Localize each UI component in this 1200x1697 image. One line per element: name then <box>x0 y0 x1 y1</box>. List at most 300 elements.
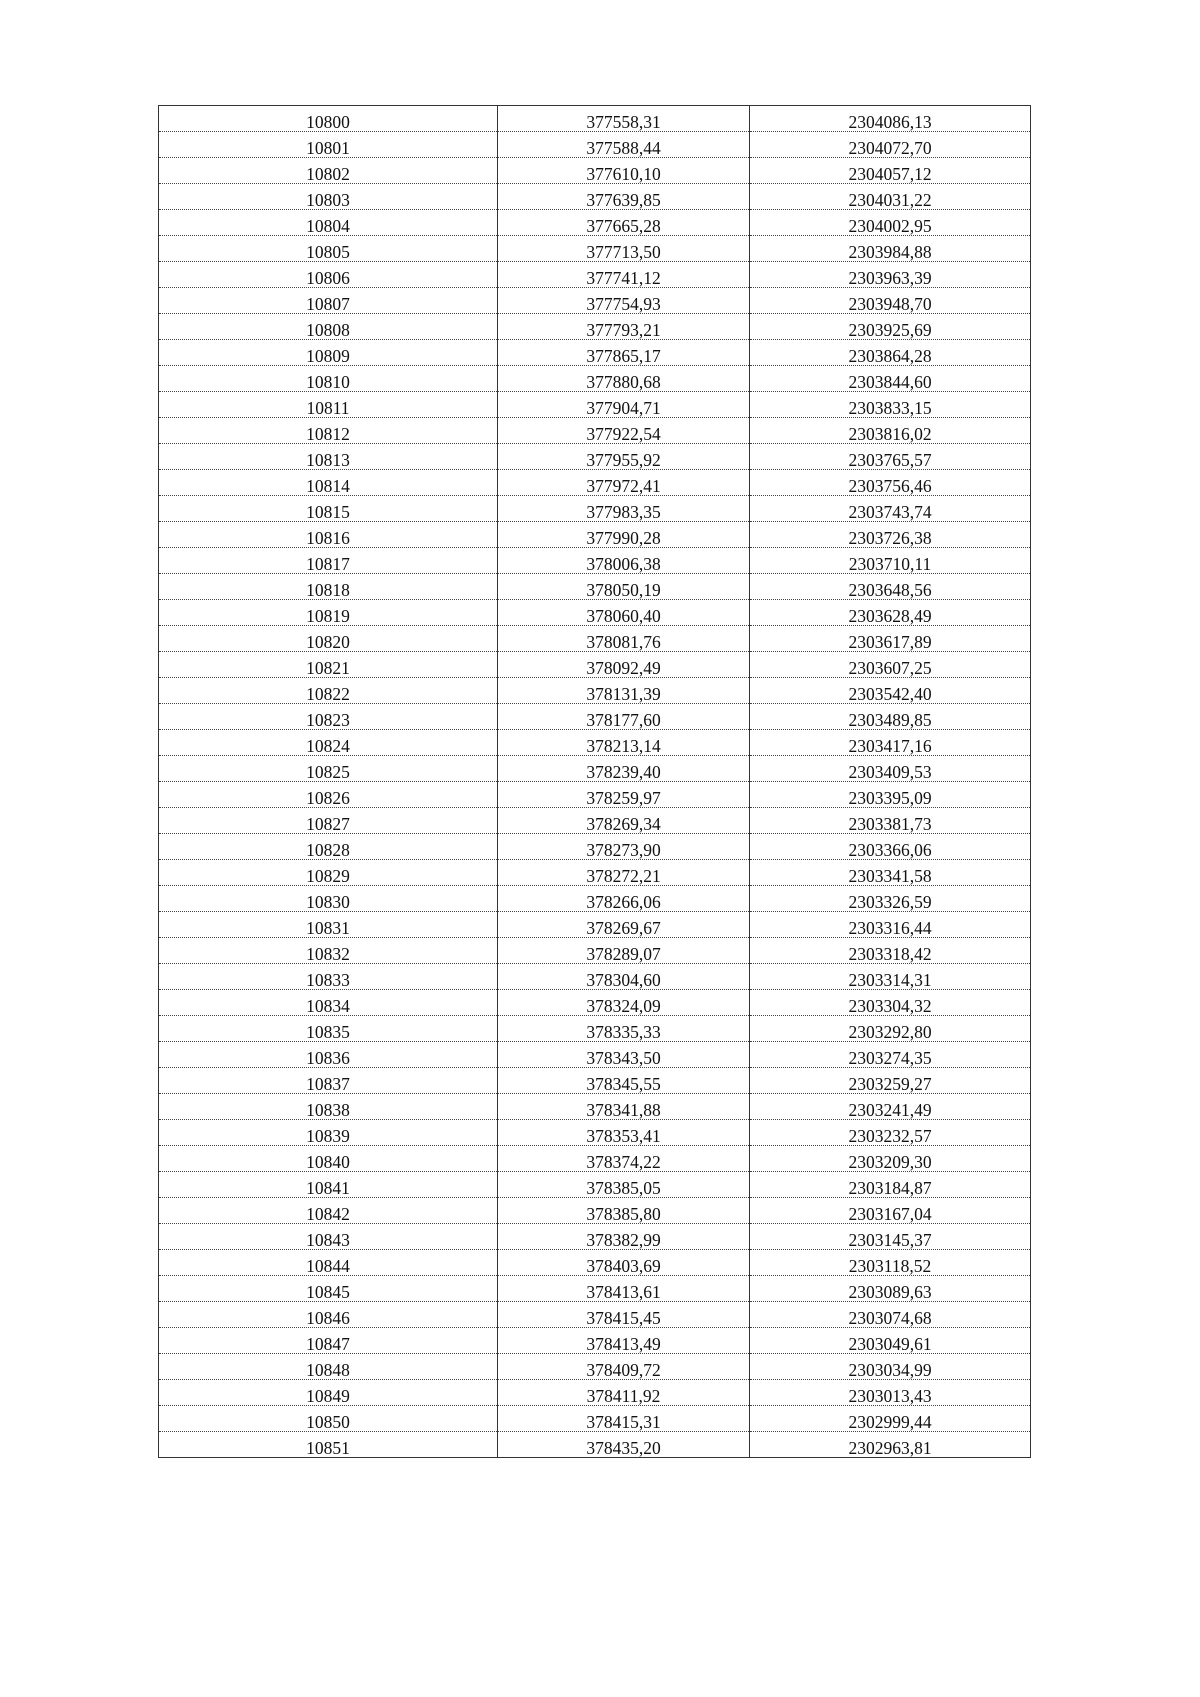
point-number-cell <box>159 392 498 418</box>
cell-text: 2303617,89 <box>848 632 932 652</box>
table-row <box>159 1120 1031 1146</box>
cell-text: 2303833,15 <box>848 398 932 418</box>
x-coordinate-cell <box>498 912 750 938</box>
y-coordinate-cell <box>750 1250 1031 1276</box>
table-row <box>159 886 1031 912</box>
table-row <box>159 626 1031 652</box>
point-number-cell <box>159 756 498 782</box>
cell-text: 2303542,40 <box>848 684 932 704</box>
y-coordinate-cell <box>750 1380 1031 1406</box>
x-coordinate-cell <box>498 1432 750 1458</box>
y-coordinate-cell <box>750 1224 1031 1250</box>
cell-text: 2303726,38 <box>848 528 932 548</box>
cell-text: 377713,50 <box>586 242 661 262</box>
y-coordinate-cell <box>750 1302 1031 1328</box>
table-row <box>159 210 1031 236</box>
x-coordinate-cell <box>498 392 750 418</box>
cell-text: 378335,33 <box>586 1022 661 1042</box>
point-number-cell <box>159 184 498 210</box>
x-coordinate-cell <box>498 808 750 834</box>
cell-text: 2302999,44 <box>848 1412 932 1432</box>
cell-text: 378382,99 <box>586 1230 661 1250</box>
y-coordinate-cell <box>750 1432 1031 1458</box>
cell-text: 2303049,61 <box>848 1334 932 1354</box>
point-number-cell <box>159 1432 498 1458</box>
cell-text: 378304,60 <box>586 970 661 990</box>
cell-text: 10806 <box>306 268 350 288</box>
x-coordinate-cell <box>498 1016 750 1042</box>
table-row <box>159 522 1031 548</box>
cell-text: 2303145,37 <box>848 1230 932 1250</box>
table-row <box>159 1432 1031 1458</box>
cell-text: 378272,21 <box>586 866 661 886</box>
coordinates-table <box>158 105 1031 1458</box>
point-number-cell <box>159 470 498 496</box>
table-row <box>159 132 1031 158</box>
table-row <box>159 366 1031 392</box>
cell-text: 10830 <box>306 892 350 912</box>
table-row <box>159 938 1031 964</box>
cell-text: 2303366,06 <box>848 840 932 860</box>
table-row <box>159 1276 1031 1302</box>
point-number-cell <box>159 678 498 704</box>
point-number-cell <box>159 1276 498 1302</box>
cell-text: 10828 <box>306 840 350 860</box>
x-coordinate-cell <box>498 574 750 600</box>
cell-text: 2303184,87 <box>848 1178 932 1198</box>
cell-text: 10815 <box>306 502 350 522</box>
cell-text: 378385,05 <box>586 1178 661 1198</box>
table-row <box>159 1328 1031 1354</box>
cell-text: 2303089,63 <box>848 1282 932 1302</box>
table-row <box>159 1094 1031 1120</box>
point-number-cell <box>159 314 498 340</box>
table-row <box>159 314 1031 340</box>
table-row <box>159 964 1031 990</box>
cell-text: 2303341,58 <box>848 866 932 886</box>
table-row <box>159 470 1031 496</box>
cell-text: 2303925,69 <box>848 320 932 340</box>
cell-text: 10847 <box>306 1334 350 1354</box>
table-row <box>159 990 1031 1016</box>
y-coordinate-cell <box>750 1328 1031 1354</box>
cell-text: 377904,71 <box>586 398 661 418</box>
point-number-cell <box>159 236 498 262</box>
cell-text: 10820 <box>306 632 350 652</box>
cell-text: 10829 <box>306 866 350 886</box>
y-coordinate-cell <box>750 964 1031 990</box>
y-coordinate-cell <box>750 210 1031 236</box>
cell-text: 10851 <box>306 1438 350 1458</box>
cell-text: 10804 <box>306 216 350 236</box>
x-coordinate-cell <box>498 1224 750 1250</box>
cell-text: 2303118,52 <box>848 1256 932 1276</box>
cell-text: 10839 <box>306 1126 350 1146</box>
cell-text: 10840 <box>306 1152 350 1172</box>
x-coordinate-cell <box>498 1120 750 1146</box>
table-row <box>159 444 1031 470</box>
y-coordinate-cell <box>750 834 1031 860</box>
cell-text: 377955,92 <box>586 450 661 470</box>
cell-text: 378385,80 <box>586 1204 661 1224</box>
y-coordinate-cell <box>750 496 1031 522</box>
cell-text: 10823 <box>306 710 350 730</box>
cell-text: 10825 <box>306 762 350 782</box>
y-coordinate-cell <box>750 860 1031 886</box>
cell-text: 2304031,22 <box>848 190 932 210</box>
cell-text: 2303232,57 <box>848 1126 932 1146</box>
cell-text: 2303765,57 <box>848 450 932 470</box>
x-coordinate-cell <box>498 210 750 236</box>
cell-text: 2303816,02 <box>848 424 932 444</box>
table-row <box>159 1016 1031 1042</box>
x-coordinate-cell <box>498 366 750 392</box>
table-row <box>159 548 1031 574</box>
x-coordinate-cell <box>498 184 750 210</box>
y-coordinate-cell <box>750 340 1031 366</box>
x-coordinate-cell <box>498 1354 750 1380</box>
x-coordinate-cell <box>498 1276 750 1302</box>
cell-text: 10802 <box>306 164 350 184</box>
cell-text: 2303628,49 <box>848 606 932 626</box>
y-coordinate-cell <box>750 1172 1031 1198</box>
cell-text: 378341,88 <box>586 1100 661 1120</box>
cell-text: 10808 <box>306 320 350 340</box>
y-coordinate-cell <box>750 418 1031 444</box>
y-coordinate-cell <box>750 1016 1031 1042</box>
table-row <box>159 808 1031 834</box>
y-coordinate-cell <box>750 730 1031 756</box>
cell-text: 377610,10 <box>586 164 661 184</box>
cell-text: 377558,31 <box>586 112 661 132</box>
cell-text: 378435,20 <box>586 1438 661 1458</box>
cell-text: 378411,92 <box>586 1386 661 1406</box>
x-coordinate-cell <box>498 158 750 184</box>
cell-text: 10807 <box>306 294 350 314</box>
cell-text: 10812 <box>306 424 350 444</box>
x-coordinate-cell <box>498 886 750 912</box>
cell-text: 377639,85 <box>586 190 661 210</box>
y-coordinate-cell <box>750 678 1031 704</box>
point-number-cell <box>159 1120 498 1146</box>
x-coordinate-cell <box>498 990 750 1016</box>
cell-text: 378213,14 <box>586 736 661 756</box>
cell-text: 10843 <box>306 1230 350 1250</box>
x-coordinate-cell <box>498 1302 750 1328</box>
cell-text: 10849 <box>306 1386 350 1406</box>
cell-text: 2303417,16 <box>848 736 932 756</box>
y-coordinate-cell <box>750 132 1031 158</box>
point-number-cell <box>159 522 498 548</box>
x-coordinate-cell <box>498 678 750 704</box>
cell-text: 378415,45 <box>586 1308 661 1328</box>
cell-text: 377588,44 <box>586 138 661 158</box>
cell-text: 2303844,60 <box>848 372 932 392</box>
x-coordinate-cell <box>498 1250 750 1276</box>
cell-text: 378289,07 <box>586 944 661 964</box>
x-coordinate-cell <box>498 834 750 860</box>
table-row <box>159 652 1031 678</box>
y-coordinate-cell <box>750 314 1031 340</box>
cell-text: 10834 <box>306 996 350 1016</box>
table-row <box>159 158 1031 184</box>
cell-text: 2303381,73 <box>848 814 932 834</box>
point-number-cell <box>159 886 498 912</box>
x-coordinate-cell <box>498 470 750 496</box>
table-row <box>159 1354 1031 1380</box>
cell-text: 2303864,28 <box>848 346 932 366</box>
y-coordinate-cell <box>750 808 1031 834</box>
x-coordinate-cell <box>498 132 750 158</box>
x-coordinate-cell <box>498 938 750 964</box>
point-number-cell <box>159 106 498 132</box>
cell-text: 10850 <box>306 1412 350 1432</box>
point-number-cell <box>159 366 498 392</box>
y-coordinate-cell <box>750 262 1031 288</box>
y-coordinate-cell <box>750 470 1031 496</box>
point-number-cell <box>159 600 498 626</box>
y-coordinate-cell <box>750 1042 1031 1068</box>
table-row <box>159 574 1031 600</box>
x-coordinate-cell <box>498 314 750 340</box>
point-number-cell <box>159 1224 498 1250</box>
cell-text: 2303607,25 <box>848 658 932 678</box>
cell-text: 2302963,81 <box>848 1438 932 1458</box>
point-number-cell <box>159 340 498 366</box>
cell-text: 10836 <box>306 1048 350 1068</box>
x-coordinate-cell <box>498 1406 750 1432</box>
point-number-cell <box>159 1094 498 1120</box>
table-row <box>159 418 1031 444</box>
y-coordinate-cell <box>750 990 1031 1016</box>
y-coordinate-cell <box>750 1354 1031 1380</box>
y-coordinate-cell <box>750 366 1031 392</box>
table-row <box>159 106 1031 132</box>
cell-text: 378273,90 <box>586 840 661 860</box>
cell-text: 2304072,70 <box>848 138 932 158</box>
y-coordinate-cell <box>750 1276 1031 1302</box>
cell-text: 377793,21 <box>586 320 661 340</box>
cell-text: 2303274,35 <box>848 1048 932 1068</box>
cell-text: 10838 <box>306 1100 350 1120</box>
cell-text: 10801 <box>306 138 350 158</box>
x-coordinate-cell <box>498 418 750 444</box>
table-row <box>159 392 1031 418</box>
cell-text: 10827 <box>306 814 350 834</box>
cell-text: 378177,60 <box>586 710 661 730</box>
cell-text: 378413,49 <box>586 1334 661 1354</box>
cell-text: 2303318,42 <box>848 944 932 964</box>
table-row <box>159 1302 1031 1328</box>
cell-text: 10814 <box>306 476 350 496</box>
cell-text: 10837 <box>306 1074 350 1094</box>
cell-text: 378060,40 <box>586 606 661 626</box>
cell-text: 2303316,44 <box>848 918 932 938</box>
x-coordinate-cell <box>498 782 750 808</box>
cell-text: 378259,97 <box>586 788 661 808</box>
x-coordinate-cell <box>498 444 750 470</box>
y-coordinate-cell <box>750 886 1031 912</box>
x-coordinate-cell <box>498 730 750 756</box>
x-coordinate-cell <box>498 860 750 886</box>
cell-text: 378006,38 <box>586 554 661 574</box>
cell-text: 378345,55 <box>586 1074 661 1094</box>
point-number-cell <box>159 1250 498 1276</box>
point-number-cell <box>159 262 498 288</box>
cell-text: 378324,09 <box>586 996 661 1016</box>
point-number-cell <box>159 1328 498 1354</box>
y-coordinate-cell <box>750 756 1031 782</box>
point-number-cell <box>159 834 498 860</box>
cell-text: 10831 <box>306 918 350 938</box>
cell-text: 10844 <box>306 1256 350 1276</box>
cell-text: 378266,06 <box>586 892 661 912</box>
point-number-cell <box>159 860 498 886</box>
cell-text: 10819 <box>306 606 350 626</box>
table-row <box>159 1406 1031 1432</box>
cell-text: 10817 <box>306 554 350 574</box>
cell-text: 10821 <box>306 658 350 678</box>
y-coordinate-cell <box>750 184 1031 210</box>
cell-text: 2303984,88 <box>848 242 932 262</box>
table-row <box>159 600 1031 626</box>
cell-text: 2303209,30 <box>848 1152 932 1172</box>
cell-text: 10846 <box>306 1308 350 1328</box>
cell-text: 2303013,43 <box>848 1386 932 1406</box>
y-coordinate-cell <box>750 652 1031 678</box>
y-coordinate-cell <box>750 444 1031 470</box>
y-coordinate-cell <box>750 574 1031 600</box>
point-number-cell <box>159 1302 498 1328</box>
cell-text: 10845 <box>306 1282 350 1302</box>
table-row <box>159 1198 1031 1224</box>
point-number-cell <box>159 1354 498 1380</box>
cell-text: 378374,22 <box>586 1152 661 1172</box>
y-coordinate-cell <box>750 1406 1031 1432</box>
y-coordinate-cell <box>750 288 1031 314</box>
cell-text: 10822 <box>306 684 350 704</box>
table-row <box>159 288 1031 314</box>
y-coordinate-cell <box>750 158 1031 184</box>
table-row <box>159 496 1031 522</box>
x-coordinate-cell <box>498 288 750 314</box>
point-number-cell <box>159 210 498 236</box>
cell-text: 10800 <box>306 112 350 132</box>
y-coordinate-cell <box>750 236 1031 262</box>
cell-text: 10848 <box>306 1360 350 1380</box>
cell-text: 2303167,04 <box>848 1204 932 1224</box>
cell-text: 378239,40 <box>586 762 661 782</box>
cell-text: 10810 <box>306 372 350 392</box>
y-coordinate-cell <box>750 1198 1031 1224</box>
y-coordinate-cell <box>750 938 1031 964</box>
cell-text: 378092,49 <box>586 658 661 678</box>
cell-text: 10813 <box>306 450 350 470</box>
table-row <box>159 834 1031 860</box>
table-row <box>159 1380 1031 1406</box>
y-coordinate-cell <box>750 1120 1031 1146</box>
cell-text: 377754,93 <box>586 294 661 314</box>
x-coordinate-cell <box>498 756 750 782</box>
x-coordinate-cell <box>498 1068 750 1094</box>
table-row <box>159 782 1031 808</box>
x-coordinate-cell <box>498 548 750 574</box>
table-row <box>159 1172 1031 1198</box>
point-number-cell <box>159 1016 498 1042</box>
point-number-cell <box>159 574 498 600</box>
cell-text: 377741,12 <box>586 268 661 288</box>
cell-text: 378050,19 <box>586 580 661 600</box>
cell-text: 10816 <box>306 528 350 548</box>
y-coordinate-cell <box>750 600 1031 626</box>
point-number-cell <box>159 938 498 964</box>
y-coordinate-cell <box>750 392 1031 418</box>
cell-text: 10832 <box>306 944 350 964</box>
point-number-cell <box>159 1198 498 1224</box>
y-coordinate-cell <box>750 912 1031 938</box>
cell-text: 377983,35 <box>586 502 661 522</box>
x-coordinate-cell <box>498 1146 750 1172</box>
table-row <box>159 184 1031 210</box>
y-coordinate-cell <box>750 106 1031 132</box>
cell-text: 378081,76 <box>586 632 661 652</box>
x-coordinate-cell <box>498 1380 750 1406</box>
point-number-cell <box>159 808 498 834</box>
point-number-cell <box>159 444 498 470</box>
y-coordinate-cell <box>750 1094 1031 1120</box>
x-coordinate-cell <box>498 522 750 548</box>
cell-text: 2303409,53 <box>848 762 932 782</box>
cell-text: 2304086,13 <box>848 112 932 132</box>
x-coordinate-cell <box>498 1198 750 1224</box>
table-row <box>159 1042 1031 1068</box>
cell-text: 10835 <box>306 1022 350 1042</box>
x-coordinate-cell <box>498 106 750 132</box>
point-number-cell <box>159 548 498 574</box>
cell-text: 378403,69 <box>586 1256 661 1276</box>
table-row <box>159 678 1031 704</box>
cell-text: 2303259,27 <box>848 1074 932 1094</box>
cell-text: 10842 <box>306 1204 350 1224</box>
cell-text: 2303743,74 <box>848 502 932 522</box>
y-coordinate-cell <box>750 704 1031 730</box>
cell-text: 2303710,11 <box>848 554 932 574</box>
cell-text: 10833 <box>306 970 350 990</box>
coordinates-table-body <box>159 106 1031 1458</box>
table-row <box>159 1224 1031 1250</box>
point-number-cell <box>159 782 498 808</box>
point-number-cell <box>159 288 498 314</box>
point-number-cell <box>159 1406 498 1432</box>
cell-text: 2303963,39 <box>848 268 932 288</box>
table-row <box>159 340 1031 366</box>
x-coordinate-cell <box>498 340 750 366</box>
cell-text: 10809 <box>306 346 350 366</box>
x-coordinate-cell <box>498 1042 750 1068</box>
cell-text: 377880,68 <box>586 372 661 392</box>
cell-text: 378413,61 <box>586 1282 661 1302</box>
cell-text: 377972,41 <box>586 476 661 496</box>
cell-text: 10824 <box>306 736 350 756</box>
x-coordinate-cell <box>498 262 750 288</box>
table-row <box>159 704 1031 730</box>
cell-text: 2303756,46 <box>848 476 932 496</box>
cell-text: 2303395,09 <box>848 788 932 808</box>
cell-text: 378269,34 <box>586 814 661 834</box>
x-coordinate-cell <box>498 236 750 262</box>
cell-text: 2303034,99 <box>848 1360 932 1380</box>
table-row <box>159 860 1031 886</box>
